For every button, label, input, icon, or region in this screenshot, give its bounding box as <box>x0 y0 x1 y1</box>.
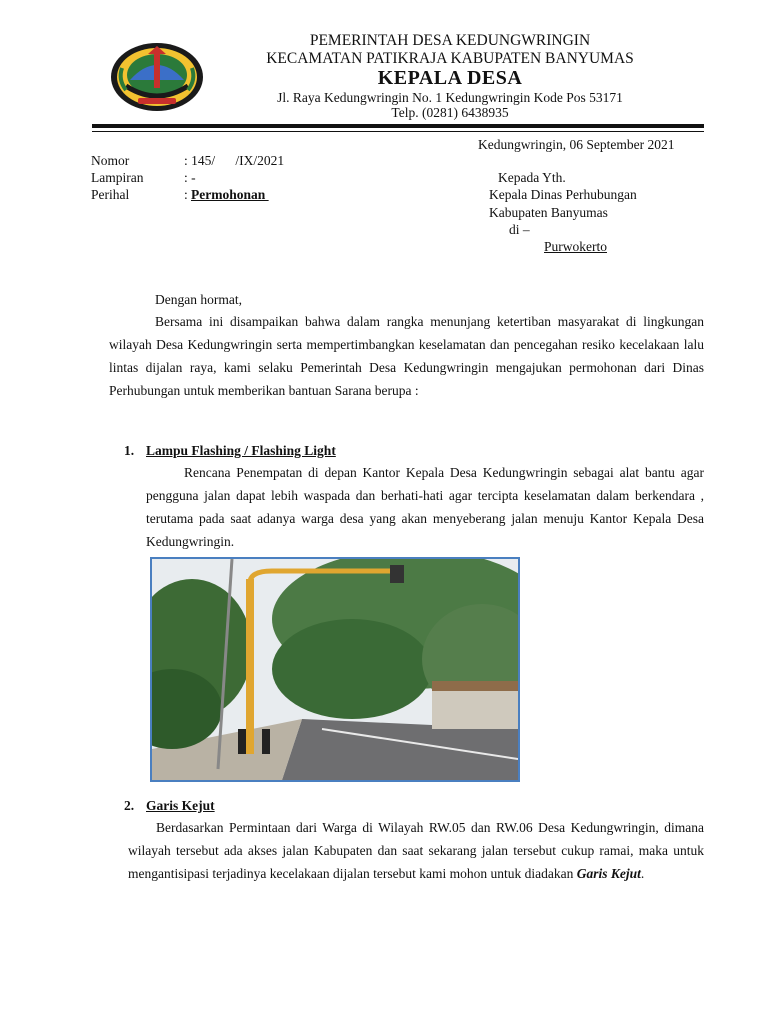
item-1-title: Lampu Flashing / Flashing Light <box>146 443 336 458</box>
recipient-city: Purwokerto <box>544 239 607 254</box>
salutation: Dengan hormat, <box>155 292 242 307</box>
letterhead-title: KEPALA DESA <box>377 67 523 89</box>
letterhead-line-2: KECAMATAN PATIKRAJA KABUPATEN BANYUMAS <box>266 50 634 67</box>
logo <box>108 40 206 114</box>
banyumas-emblem-icon <box>108 40 206 114</box>
street-photo <box>150 557 520 782</box>
street-photo-image <box>152 559 518 780</box>
lampiran-label: Lampiran <box>91 170 144 185</box>
perihal-label: Perihal <box>91 187 130 202</box>
letterhead-divider-thin <box>92 131 704 132</box>
recipient-region: Kabupaten Banyumas <box>489 205 608 220</box>
letterhead-phone: Telp. (0281) 6438935 <box>391 105 509 120</box>
letterhead-line-1: PEMERINTAH DESA KEDUNGWRINGIN <box>309 32 591 49</box>
lampiran-value: : - <box>184 170 196 185</box>
perihal-colon: : <box>184 187 188 202</box>
intro-paragraph: Bersama ini disampaikan bahwa dalam rangka menunjang ketertiban masyarakat di lingkungan wilayah Desa Kedungwringin serta mempertimbangkan keselamatan dan pencegahan resiko kecelakaan lalu lintas dijalan raya, kami selaku Pemerintah Desa Kedungwringin mengajukan permohonan dari Dinas Perhubungan untuk memberikan bantuan Sarana berupa : <box>109 314 704 398</box>
letterhead-address: Jl. Raya Kedungwringin No. 1 Kedungwringin Kode Pos 53171 <box>277 90 623 105</box>
recipient-office: Kepala Dinas Perhubungan <box>489 187 637 202</box>
recipient-di: di – <box>509 222 530 237</box>
item-2-number: 2. <box>124 798 135 813</box>
item-2-body-text: Berdasarkan Permintaan dari Warga di Wilayah RW.05 dan RW.06 Desa Kedungwringin, dimana wilayah tersebut ada akses jalan Kabupaten dan saat sekarang jalan tersebut cukup ramai, maka untuk mengantisipasi terjadinya kecelakaan dijalan tersebut kami mohon untuk diadakan <box>128 820 704 881</box>
item-1-body: Rencana Penempatan di depan Kantor Kepala Desa Kedungwringin sebagai alat bantu agar pengguna jalan dapat lebih waspada dan berhati-hati agar tercipta keselamatan dalam berkendara , terutama pada saat adanya warga desa yang akan menyeberang jalan menuju Kantor Kepala Desa Kedungwringin. <box>146 465 704 549</box>
recipient-greeting: Kepada Yth. <box>498 170 566 185</box>
item-2-title: Garis Kejut <box>146 798 215 813</box>
item-2-body <box>128 816 704 885</box>
item-2-body-emphasis: Garis Kejut <box>576 866 641 881</box>
item-2-body-end: . <box>640 866 645 881</box>
nomor-label: Nomor <box>91 153 130 168</box>
letter-date: Kedungwringin, 06 September 2021 <box>478 137 675 152</box>
perihal-value: Permohonan <box>191 187 269 202</box>
letterhead-divider-thick <box>92 124 704 128</box>
nomor-value: : 145/ /IX/2021 <box>184 153 285 168</box>
item-1-number: 1. <box>124 443 135 458</box>
